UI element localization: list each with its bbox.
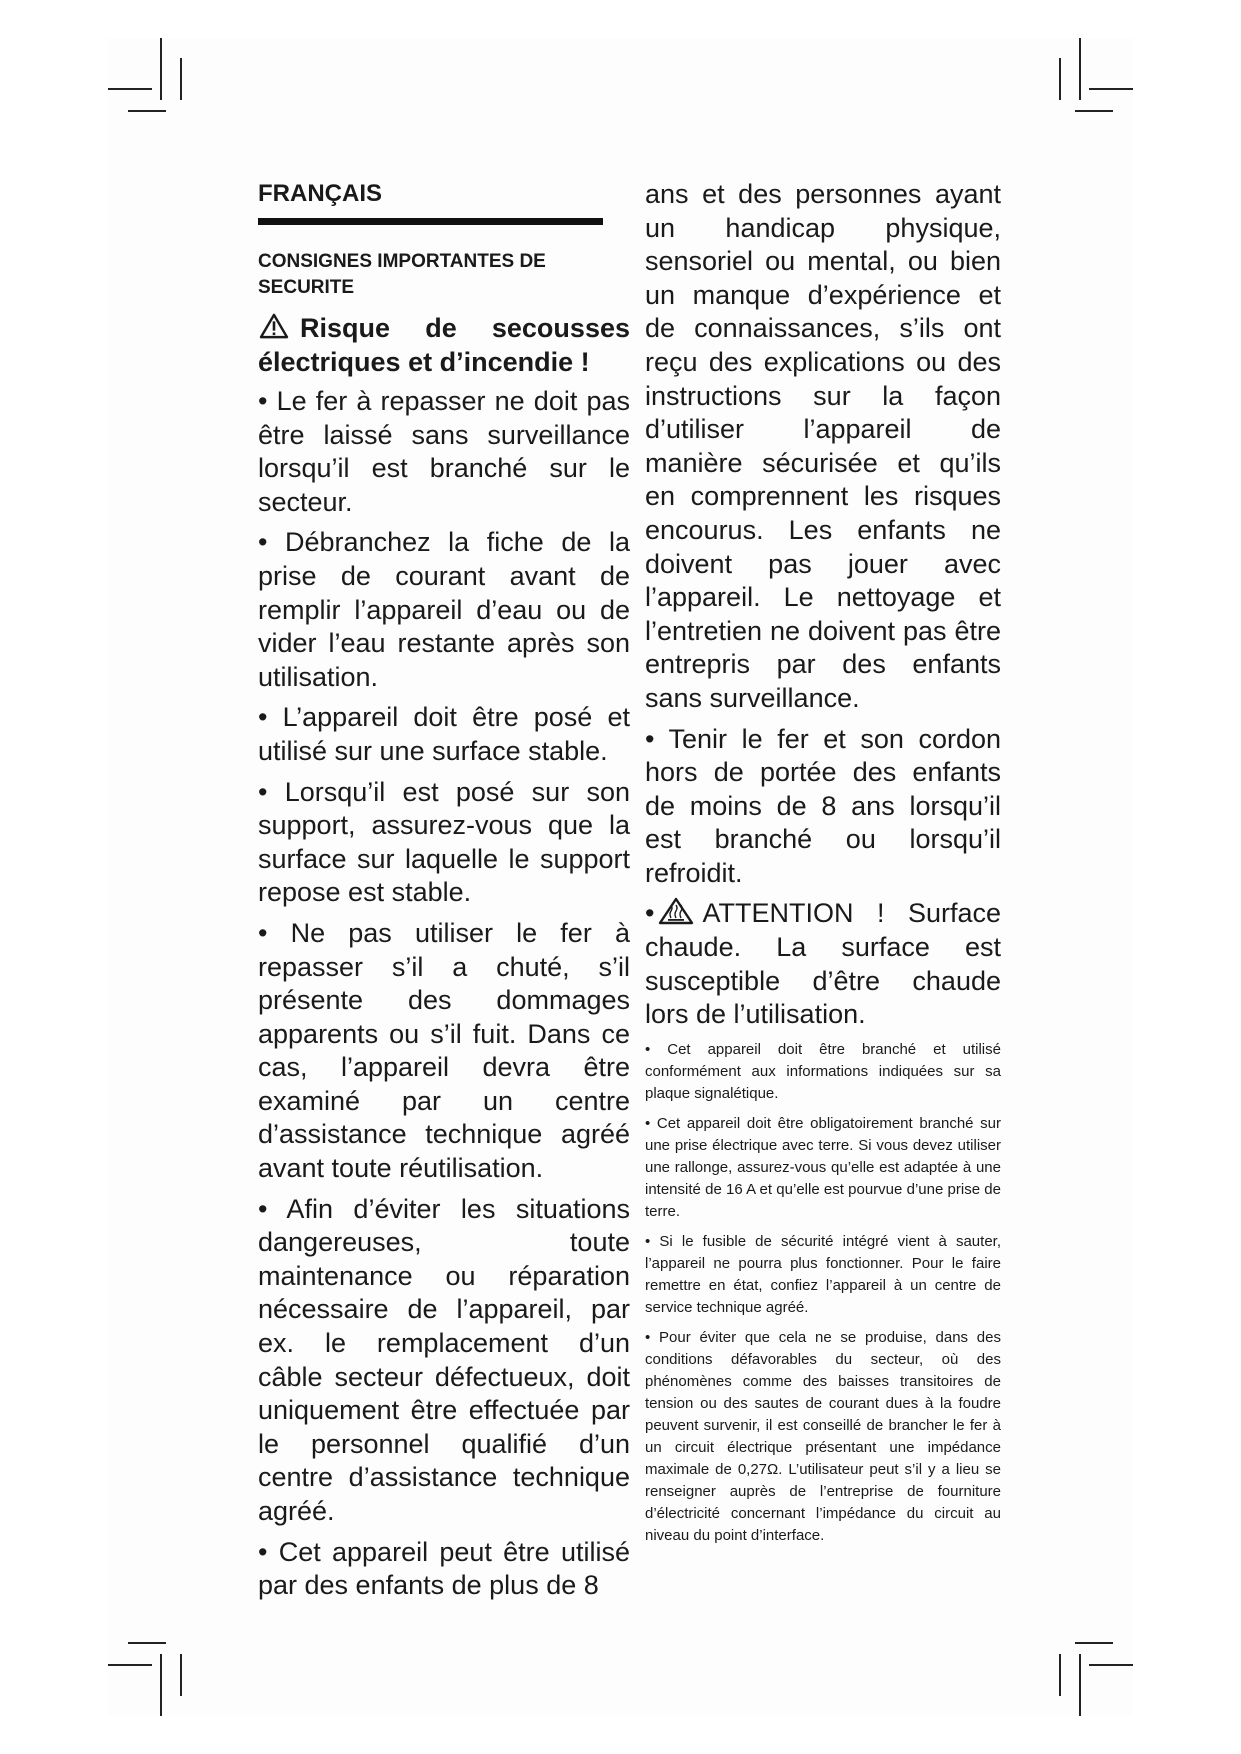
safety-item: • Débranchez la fiche de la prise de courant avant de remplir l’appareil d’eau ou de vider l’eau restante après son utilisation.: [258, 527, 630, 692]
safety-item: • Afin d’éviter les situations dangereuses, toute maintenance ou réparation nécessaire de l’appareil, par ex. le remplacement d’un câble secteur défectueux, doit uniquement être effectuée par le personnel qualifié d’un centre d’assistance technique agréé.: [258, 1193, 630, 1526]
safety-item-small: • Cet appareil doit être obligatoirement branché sur une prise électrique avec terre. Si vous devez utiliser une rallonge, assurez-vous qu’elle est adaptée à une intensité de 16 A et qu’elle est pourvue d’une prise de terre.: [645, 1114, 1001, 1220]
safety-item: • Le fer à repasser ne doit pas être laissé sans surveillance lorsqu’il est branché sur le secteur.: [258, 386, 630, 517]
safety-item-small: • Pour éviter que cela ne se produise, dans des conditions défavorables du secteur, où des phénomènes comme des baisses transitoires de tension ou des sautes de courant dues à la foudre peuvent survenir, il est conseillé de brancher le fer à un circuit électrique présentant une impédance maximale de 0,27Ω. L’utilisateur peut s’il y a lieu se renseigner auprès de l’entreprise de fourniture d’électricité concernant l’impédance du circuit au niveau du point d’interface.: [645, 1328, 1001, 1544]
attention-text: ATTENTION ! Surface chaude. La surface est susceptible d’être chaude lors de l’utilisation.: [645, 898, 1001, 1030]
risk-title: Risque de secousses électriques et d’incendie !: [258, 313, 630, 377]
safety-item: • L’appareil doit être posé et utilisé sur une surface stable.: [258, 702, 630, 766]
section-title: CONSIGNES IMPORTANTES DE SECURITE: [258, 251, 546, 298]
attention-bullet: •: [645, 898, 655, 929]
warning-triangle-icon: [258, 313, 290, 339]
risk-heading: [258, 311, 630, 379]
safety-item-small: • Si le fusible de sécurité intégré vient à sauter, l’appareil ne pourra plus fonctionner. Pour le faire remettre en état, confiez l’appareil à un centre de service technique agréé.: [645, 1232, 1001, 1316]
left-column: [258, 178, 630, 1610]
safety-item: • Lorsqu’il est posé sur son support, assurez-vous que la surface sur laquelle le support repose est stable.: [258, 776, 630, 908]
language-heading: FRANÇAIS: [258, 180, 382, 207]
right-column: [645, 178, 1001, 1555]
safety-item: • Tenir le fer et son cordon hors de portée des enfants de moins de 8 ans lorsqu’il est branché ou lorsqu’il refroidit.: [645, 723, 1001, 888]
attention-item: [645, 897, 1001, 1031]
safety-item: • Ne pas utiliser le fer à repasser s’il a chuté, s’il présente des dommages apparents ou s’il fuit. Dans ce cas, l’appareil devra être examiné par un centre d’assistance technique agréé avant toute réutilisation.: [258, 917, 630, 1184]
safety-item-small: • Cet appareil doit être branché et utilisé conformément aux informations indiquées sur sa plaque signalétique.: [645, 1040, 1001, 1102]
safety-item: ans et des personnes ayant un handicap physique, sensoriel ou mental, ou bien un manque d’expérience et de connaissances, s’ils ont reçu des explications ou des instructions sur la façon d’utiliser l’appareil de manière sécurisée et qu’ils en comprennent les risques encourus. Les enfants ne doivent pas jouer avec l’appareil. Le nettoyage et l’entretien ne doivent pas être entrepris par des enfants sans surveillance.: [645, 179, 1001, 713]
heading-rule: [258, 218, 603, 225]
hot-surface-warning-icon: [658, 897, 694, 925]
safety-item: • Cet appareil peut être utilisé par des enfants de plus de 8: [258, 1536, 630, 1601]
